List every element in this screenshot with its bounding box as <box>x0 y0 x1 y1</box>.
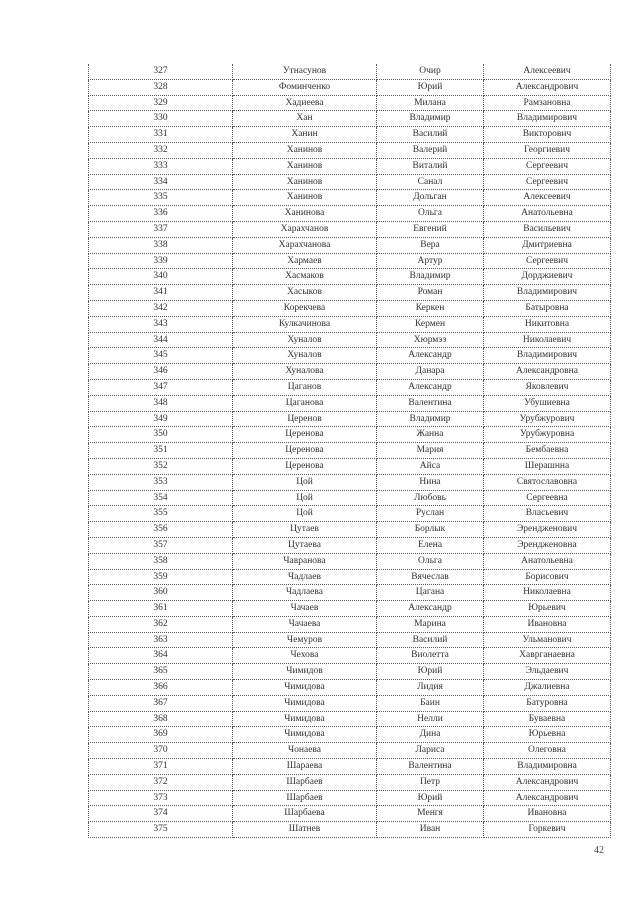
first-name-cell: Баин <box>377 695 484 711</box>
table-row <box>89 806 611 822</box>
patronymic-cell: Урубжурович <box>484 411 611 427</box>
first-name-cell: Марина <box>377 616 484 632</box>
last-name-cell: Ханинов <box>233 142 377 158</box>
last-name-cell: Хармаев <box>233 253 377 269</box>
patronymic-cell: Борисович <box>484 569 611 585</box>
row-number-cell: 375 <box>89 822 233 838</box>
last-name-cell: Утнасунов <box>233 64 377 79</box>
row-number-cell: 367 <box>89 695 233 711</box>
first-name-cell: Александр <box>377 601 484 617</box>
patronymic-cell: Хаврганаевна <box>484 648 611 664</box>
row-number-cell: 365 <box>89 664 233 680</box>
last-name-cell: Цой <box>233 506 377 522</box>
patronymic-cell: Бембаевна <box>484 443 611 459</box>
patronymic-cell: Сергеевич <box>484 158 611 174</box>
table-row <box>89 427 611 443</box>
row-number-cell: 368 <box>89 711 233 727</box>
table-row <box>89 411 611 427</box>
row-number-cell: 346 <box>89 364 233 380</box>
first-name-cell: Александр <box>377 379 484 395</box>
table-row <box>89 206 611 222</box>
last-name-cell: Корекчева <box>233 300 377 316</box>
table-row <box>89 601 611 617</box>
row-number-cell: 347 <box>89 379 233 395</box>
first-name-cell: Вячеслав <box>377 569 484 585</box>
table-row <box>89 727 611 743</box>
table-row <box>89 111 611 127</box>
first-name-cell: Нина <box>377 474 484 490</box>
last-name-cell: Хуналов <box>233 332 377 348</box>
page-number: 42 <box>594 845 604 856</box>
last-name-cell: Ханинов <box>233 190 377 206</box>
last-name-cell: Хуналов <box>233 348 377 364</box>
table-row <box>89 395 611 411</box>
patronymic-cell: Джалиевна <box>484 680 611 696</box>
row-number-cell: 339 <box>89 253 233 269</box>
table-row <box>89 490 611 506</box>
last-name-cell: Чимидова <box>233 727 377 743</box>
last-name-cell: Хасмаков <box>233 269 377 285</box>
first-name-cell: Ольга <box>377 206 484 222</box>
row-number-cell: 361 <box>89 601 233 617</box>
table-row <box>89 364 611 380</box>
patronymic-cell: Владимирович <box>484 285 611 301</box>
first-name-cell: Санал <box>377 174 484 190</box>
row-number-cell: 333 <box>89 158 233 174</box>
last-name-cell: Харахчанов <box>233 221 377 237</box>
first-name-cell: Менгя <box>377 806 484 822</box>
row-number-cell: 336 <box>89 206 233 222</box>
row-number-cell: 355 <box>89 506 233 522</box>
patronymic-cell: Дмитриевна <box>484 237 611 253</box>
patronymic-cell: Убушиевна <box>484 395 611 411</box>
last-name-cell: Чадлаева <box>233 585 377 601</box>
table-row <box>89 506 611 522</box>
patronymic-cell: Ивановна <box>484 616 611 632</box>
row-number-cell: 334 <box>89 174 233 190</box>
table-row <box>89 774 611 790</box>
patronymic-cell: Анатольевна <box>484 206 611 222</box>
row-number-cell: 340 <box>89 269 233 285</box>
last-name-cell: Цутаева <box>233 537 377 553</box>
row-number-cell: 330 <box>89 111 233 127</box>
first-name-cell: Очир <box>377 64 484 79</box>
row-number-cell: 357 <box>89 537 233 553</box>
row-number-cell: 327 <box>89 64 233 79</box>
patronymic-cell: Сергеевна <box>484 490 611 506</box>
last-name-cell: Ханин <box>233 127 377 143</box>
last-name-cell: Кулкачинова <box>233 316 377 332</box>
last-name-cell: Церенова <box>233 458 377 474</box>
first-name-cell: Валентина <box>377 759 484 775</box>
last-name-cell: Чехова <box>233 648 377 664</box>
table-body <box>89 64 611 838</box>
table-row <box>89 316 611 332</box>
table-row <box>89 632 611 648</box>
row-number-cell: 343 <box>89 316 233 332</box>
last-name-cell: Цой <box>233 474 377 490</box>
table-row <box>89 790 611 806</box>
first-name-cell: Евгений <box>377 221 484 237</box>
last-name-cell: Цой <box>233 490 377 506</box>
table-row <box>89 443 611 459</box>
table-row <box>89 237 611 253</box>
table-row <box>89 158 611 174</box>
patronymic-cell: Александрович <box>484 79 611 95</box>
row-number-cell: 359 <box>89 569 233 585</box>
first-name-cell: Цагана <box>377 585 484 601</box>
first-name-cell: Мария <box>377 443 484 459</box>
last-name-cell: Хасыков <box>233 285 377 301</box>
first-name-cell: Лидия <box>377 680 484 696</box>
patronymic-cell: Ивановна <box>484 806 611 822</box>
first-name-cell: Владимир <box>377 111 484 127</box>
row-number-cell: 358 <box>89 553 233 569</box>
patronymic-cell: Сергеевич <box>484 253 611 269</box>
table-row <box>89 522 611 538</box>
first-name-cell: Керкен <box>377 300 484 316</box>
table-row <box>89 537 611 553</box>
first-name-cell: Нелли <box>377 711 484 727</box>
patronymic-cell: Васильевич <box>484 221 611 237</box>
last-name-cell: Цаганов <box>233 379 377 395</box>
first-name-cell: Владимир <box>377 269 484 285</box>
table-row <box>89 95 611 111</box>
row-number-cell: 351 <box>89 443 233 459</box>
table-row <box>89 285 611 301</box>
first-name-cell: Хюрмэз <box>377 332 484 348</box>
row-number-cell: 374 <box>89 806 233 822</box>
first-name-cell: Кермен <box>377 316 484 332</box>
row-number-cell: 353 <box>89 474 233 490</box>
last-name-cell: Чонаева <box>233 743 377 759</box>
table-row <box>89 253 611 269</box>
first-name-cell: Петр <box>377 774 484 790</box>
first-name-cell: Василий <box>377 632 484 648</box>
first-name-cell: Лариса <box>377 743 484 759</box>
row-number-cell: 362 <box>89 616 233 632</box>
first-name-cell: Иван <box>377 822 484 838</box>
first-name-cell: Милана <box>377 95 484 111</box>
first-name-cell: Владимир <box>377 411 484 427</box>
row-number-cell: 356 <box>89 522 233 538</box>
patronymic-cell: Владимирович <box>484 111 611 127</box>
patronymic-cell: Яковлевич <box>484 379 611 395</box>
last-name-cell: Чимидова <box>233 695 377 711</box>
last-name-cell: Хуналова <box>233 364 377 380</box>
table-row <box>89 822 611 838</box>
row-number-cell: 360 <box>89 585 233 601</box>
row-number-cell: 332 <box>89 142 233 158</box>
table-row <box>89 174 611 190</box>
first-name-cell: Данара <box>377 364 484 380</box>
patronymic-cell: Сергеевич <box>484 174 611 190</box>
row-number-cell: 342 <box>89 300 233 316</box>
last-name-cell: Хан <box>233 111 377 127</box>
last-name-cell: Церенова <box>233 443 377 459</box>
table-row <box>89 348 611 364</box>
last-name-cell: Чадлаев <box>233 569 377 585</box>
patronymic-cell: Алексеевич <box>484 64 611 79</box>
last-name-cell: Церенова <box>233 427 377 443</box>
first-name-cell: Валерий <box>377 142 484 158</box>
table-row <box>89 743 611 759</box>
patronymic-cell: Викторович <box>484 127 611 143</box>
last-name-cell: Шараева <box>233 759 377 775</box>
first-name-cell: Руслан <box>377 506 484 522</box>
last-name-cell: Чимидова <box>233 680 377 696</box>
last-name-cell: Цаганова <box>233 395 377 411</box>
patronymic-cell: Юрьевна <box>484 727 611 743</box>
table-row <box>89 585 611 601</box>
last-name-cell: Фоминченко <box>233 79 377 95</box>
table-row <box>89 332 611 348</box>
first-name-cell: Дина <box>377 727 484 743</box>
table-row <box>89 379 611 395</box>
last-name-cell: Чачаев <box>233 601 377 617</box>
last-name-cell: Хадиеева <box>233 95 377 111</box>
row-number-cell: 344 <box>89 332 233 348</box>
first-name-cell: Александр <box>377 348 484 364</box>
row-number-cell: 331 <box>89 127 233 143</box>
table-row <box>89 680 611 696</box>
row-number-cell: 338 <box>89 237 233 253</box>
last-name-cell: Шарбаев <box>233 774 377 790</box>
row-number-cell: 354 <box>89 490 233 506</box>
patronymic-cell: Батуровна <box>484 695 611 711</box>
patronymic-cell: Олеговна <box>484 743 611 759</box>
last-name-cell: Харахчанова <box>233 237 377 253</box>
table-row <box>89 664 611 680</box>
table-row <box>89 759 611 775</box>
last-name-cell: Ханинов <box>233 174 377 190</box>
patronymic-cell: Урубжуровна <box>484 427 611 443</box>
table-row <box>89 269 611 285</box>
first-name-cell: Юрий <box>377 790 484 806</box>
table-row <box>89 221 611 237</box>
first-name-cell: Артур <box>377 253 484 269</box>
patronymic-cell: Батыровна <box>484 300 611 316</box>
first-name-cell: Василий <box>377 127 484 143</box>
first-name-cell: Любовь <box>377 490 484 506</box>
patronymic-cell: Алексеевич <box>484 190 611 206</box>
row-number-cell: 371 <box>89 759 233 775</box>
patronymic-cell: Эрендженович <box>484 522 611 538</box>
patronymic-cell: Святославовна <box>484 474 611 490</box>
table-row <box>89 300 611 316</box>
table-row <box>89 64 611 79</box>
first-name-cell: Юрий <box>377 664 484 680</box>
row-number-cell: 363 <box>89 632 233 648</box>
row-number-cell: 349 <box>89 411 233 427</box>
table-row <box>89 648 611 664</box>
last-name-cell: Шатнев <box>233 822 377 838</box>
row-number-cell: 352 <box>89 458 233 474</box>
patronymic-cell: Эльдаевич <box>484 664 611 680</box>
patronymic-cell: Эрендженовна <box>484 537 611 553</box>
patronymic-cell: Владимировна <box>484 759 611 775</box>
patronymic-cell: Шерашнна <box>484 458 611 474</box>
first-name-cell: Айса <box>377 458 484 474</box>
row-number-cell: 337 <box>89 221 233 237</box>
patronymic-cell: Владимирович <box>484 348 611 364</box>
table-row <box>89 127 611 143</box>
patronymic-cell: Александрович <box>484 774 611 790</box>
patronymic-cell: Николаевич <box>484 332 611 348</box>
first-name-cell: Виолетта <box>377 648 484 664</box>
last-name-cell: Цутаев <box>233 522 377 538</box>
patronymic-cell: Никитовна <box>484 316 611 332</box>
patronymic-cell: Дорджиевич <box>484 269 611 285</box>
table-row <box>89 142 611 158</box>
row-number-cell: 335 <box>89 190 233 206</box>
first-name-cell: Борлык <box>377 522 484 538</box>
last-name-cell: Чачаева <box>233 616 377 632</box>
patronymic-cell: Александрович <box>484 790 611 806</box>
first-name-cell: Юрий <box>377 79 484 95</box>
last-name-cell: Церенов <box>233 411 377 427</box>
first-name-cell: Валентина <box>377 395 484 411</box>
first-name-cell: Виталий <box>377 158 484 174</box>
table-row <box>89 190 611 206</box>
patronymic-cell: Власьевич <box>484 506 611 522</box>
patronymic-cell: Анатольевна <box>484 553 611 569</box>
patronymic-cell: Рамзановна <box>484 95 611 111</box>
row-number-cell: 372 <box>89 774 233 790</box>
patronymic-cell: Горкевич <box>484 822 611 838</box>
row-number-cell: 329 <box>89 95 233 111</box>
row-number-cell: 345 <box>89 348 233 364</box>
last-name-cell: Ханинова <box>233 206 377 222</box>
table-row <box>89 553 611 569</box>
row-number-cell: 328 <box>89 79 233 95</box>
row-number-cell: 366 <box>89 680 233 696</box>
table-row <box>89 569 611 585</box>
first-name-cell: Вера <box>377 237 484 253</box>
first-name-cell: Дольган <box>377 190 484 206</box>
last-name-cell: Шарбаев <box>233 790 377 806</box>
first-name-cell: Роман <box>377 285 484 301</box>
row-number-cell: 369 <box>89 727 233 743</box>
patronymic-cell: Георгиевич <box>484 142 611 158</box>
table-row <box>89 616 611 632</box>
first-name-cell: Ольга <box>377 553 484 569</box>
row-number-cell: 373 <box>89 790 233 806</box>
table-row <box>89 79 611 95</box>
last-name-cell: Чимидов <box>233 664 377 680</box>
table-row <box>89 474 611 490</box>
table-row <box>89 711 611 727</box>
row-number-cell: 341 <box>89 285 233 301</box>
patronymic-cell: Александровна <box>484 364 611 380</box>
row-number-cell: 350 <box>89 427 233 443</box>
patronymic-cell: Буваевна <box>484 711 611 727</box>
last-name-cell: Шарбаева <box>233 806 377 822</box>
names-table <box>88 64 611 838</box>
patronymic-cell: Юрьевич <box>484 601 611 617</box>
row-number-cell: 370 <box>89 743 233 759</box>
table-row <box>89 458 611 474</box>
last-name-cell: Чимидова <box>233 711 377 727</box>
table-row <box>89 695 611 711</box>
row-number-cell: 348 <box>89 395 233 411</box>
last-name-cell: Ханинов <box>233 158 377 174</box>
last-name-cell: Чавранова <box>233 553 377 569</box>
last-name-cell: Чемуров <box>233 632 377 648</box>
first-name-cell: Жанна <box>377 427 484 443</box>
patronymic-cell: Ульманович <box>484 632 611 648</box>
first-name-cell: Елена <box>377 537 484 553</box>
row-number-cell: 364 <box>89 648 233 664</box>
patronymic-cell: Николаевна <box>484 585 611 601</box>
